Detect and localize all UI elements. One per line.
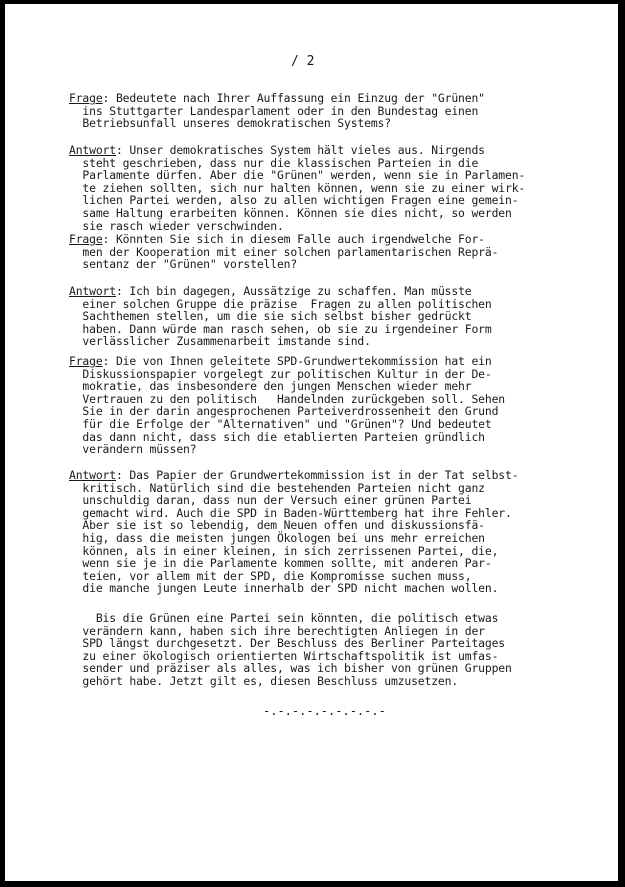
answer-1 — [69, 144, 589, 232]
answer-2 — [69, 285, 589, 348]
question-3-line-8: verändern müssen? — [69, 442, 197, 457]
answer-1-line-7: sie rasch wieder verschwinden. — [69, 218, 284, 233]
answer-3-line-8: wenn sie je in die Parlamente kommen sollte, mit anderen Par- — [69, 556, 492, 571]
answer-2-line-4: haben. Dann würde man rasch sehen, ob sie zu irgendeiner Form — [69, 321, 492, 336]
answer-1-line-1: Antwort: Unser demokratisches System hält vieles aus. Nirgends — [69, 143, 485, 157]
answer-3b-line-6: gehört habe. Jetzt gilt es, diesen Beschluss umzusetzen. — [69, 673, 459, 688]
question-3-line-5: Sie in der darin angesprochenen Parteiverdrossenheit den Grund — [69, 404, 499, 419]
answer-1-line-6: same Haltung erarbeiten können. Können sie dies nicht, so werden — [69, 205, 512, 220]
answer-3-line-10: die manche jungen Leute innerhalb der SPD nicht machen wollen. — [69, 581, 499, 596]
answer-3b-line-2: verändern kann, haben sich ihre berechtigten Anliegen in der — [69, 623, 485, 638]
answer-3-line-5: Aber sie ist so lebendig, dem Neuen offen und diskussionsfä- — [69, 518, 485, 533]
question-2-line-2: men der Kooperation mit einer solchen parlamentarischen Reprä- — [69, 244, 499, 259]
answer-3b-line-4: zu einer ökologisch orientierten Wirtschaftspolitik ist umfas- — [69, 648, 499, 663]
question-3-line-2: Diskussionspapier vorgelegt zur politischen Kultur in der De- — [69, 366, 492, 381]
question-3-line-7: das dann nicht, dass sich die etablierten Parteien gründlich — [69, 429, 485, 444]
question-3 — [69, 355, 589, 456]
question-2 — [69, 233, 589, 271]
document-page — [5, 4, 618, 881]
question-3-line-1: Frage: Die von Ihnen geleitete SPD-Grundwertekommission hat ein — [69, 354, 492, 368]
answer-2-line-3: Sachthemen stellen, um die sie sich selbst bisher gedrückt — [69, 309, 472, 324]
question-1 — [69, 92, 589, 130]
answer-3b-line-1: Bis die Grünen eine Partei sein könnten, die politisch etwas — [69, 611, 499, 625]
answer-2-line-1: Antwort: Ich bin dagegen, Aussätzige zu schaffen. Man müsste — [69, 284, 472, 298]
answer-label: Antwort — [69, 143, 116, 157]
answer-3-line-6: hig, dass die meisten jungen Ökologen bei uns mehr erreichen — [69, 530, 485, 545]
question-3-line-6: für die Erfolge der "Alternativen" und "Grünen"? Und bedeutet — [69, 416, 492, 431]
question-1-line-2: ins Stuttgarter Landesparlament oder in den Bundestag einen — [69, 103, 479, 118]
question-2-line-1: Frage: Könnten Sie sich in diesem Falle auch irgendwelche For- — [69, 232, 485, 246]
answer-1-line-4: te ziehen sollten, sich nur halten können, wenn sie zu einer wirk- — [69, 180, 526, 195]
question-label: Frage — [69, 232, 103, 246]
answer-3-paragraph-2 — [69, 612, 589, 688]
question-3-line-3: mokratie, das insbesondere den jungen Menschen wieder mehr — [69, 379, 472, 394]
answer-3 — [69, 469, 589, 595]
answer-2-line-5: verlässlicher Zusammenarbeit imstande sind. — [69, 334, 371, 349]
question-label: Frage — [69, 91, 103, 105]
question-3-line-4: Vertrauen zu den politisch Handelnden zurückgeben soll. Sehen — [69, 391, 506, 406]
answer-1-line-5: lichen Partei werden, also zu allen wichtigen Fragen eine gemein- — [69, 193, 519, 208]
end-separator: -.-.-.-.-.-.-.-.- — [263, 704, 386, 718]
question-1-line-3: Betriebsunfall unseres demokratischen Systems? — [69, 116, 391, 131]
question-2-line-3: sentanz der "Grünen" vorstellen? — [69, 257, 298, 272]
answer-3-line-9: teien, vor allem mit der SPD, die Kompromisse suchen muss, — [69, 568, 472, 583]
answer-3-line-4: gemacht wird. Auch die SPD in Baden-Württemberg hat ihre Fehler. — [69, 505, 512, 520]
answer-3-line-3: unschuldig daran, dass nun der Versuch einer grünen Partei — [69, 493, 472, 508]
answer-3b-line-5: sender und präziser als alles, was ich bisher von grünen Gruppen — [69, 661, 512, 676]
answer-2-line-2: einer solchen Gruppe die präzise Fragen zu allen politischen — [69, 296, 492, 311]
answer-3-line-1: Antwort: Das Papier der Grundwertekommission ist in der Tat selbst- — [69, 468, 519, 482]
answer-3b-line-3: SPD längst durchgesetzt. Der Beschluss des Berliner Parteitages — [69, 636, 506, 651]
answer-1-line-3: Parlamente dürfen. Aber die "Grünen" werden, wenn sie in Parlamen- — [69, 168, 526, 183]
answer-label: Antwort — [69, 284, 116, 298]
question-label: Frage — [69, 354, 103, 368]
answer-1-line-2: steht geschrieben, dass nur die klassischen Parteien in die — [69, 155, 479, 170]
answer-3-line-2: kritisch. Natürlich sind die bestehenden Parteien nicht ganz — [69, 480, 485, 495]
question-1-line-1: Frage: Bedeutete nach Ihrer Auffassung ein Einzug der "Grünen" — [69, 91, 485, 105]
answer-label: Antwort — [69, 468, 116, 482]
page-number: / 2 — [291, 54, 315, 69]
answer-3-line-7: können, als in einer kleinen, in sich zerrissenen Partei, die, — [69, 543, 499, 558]
